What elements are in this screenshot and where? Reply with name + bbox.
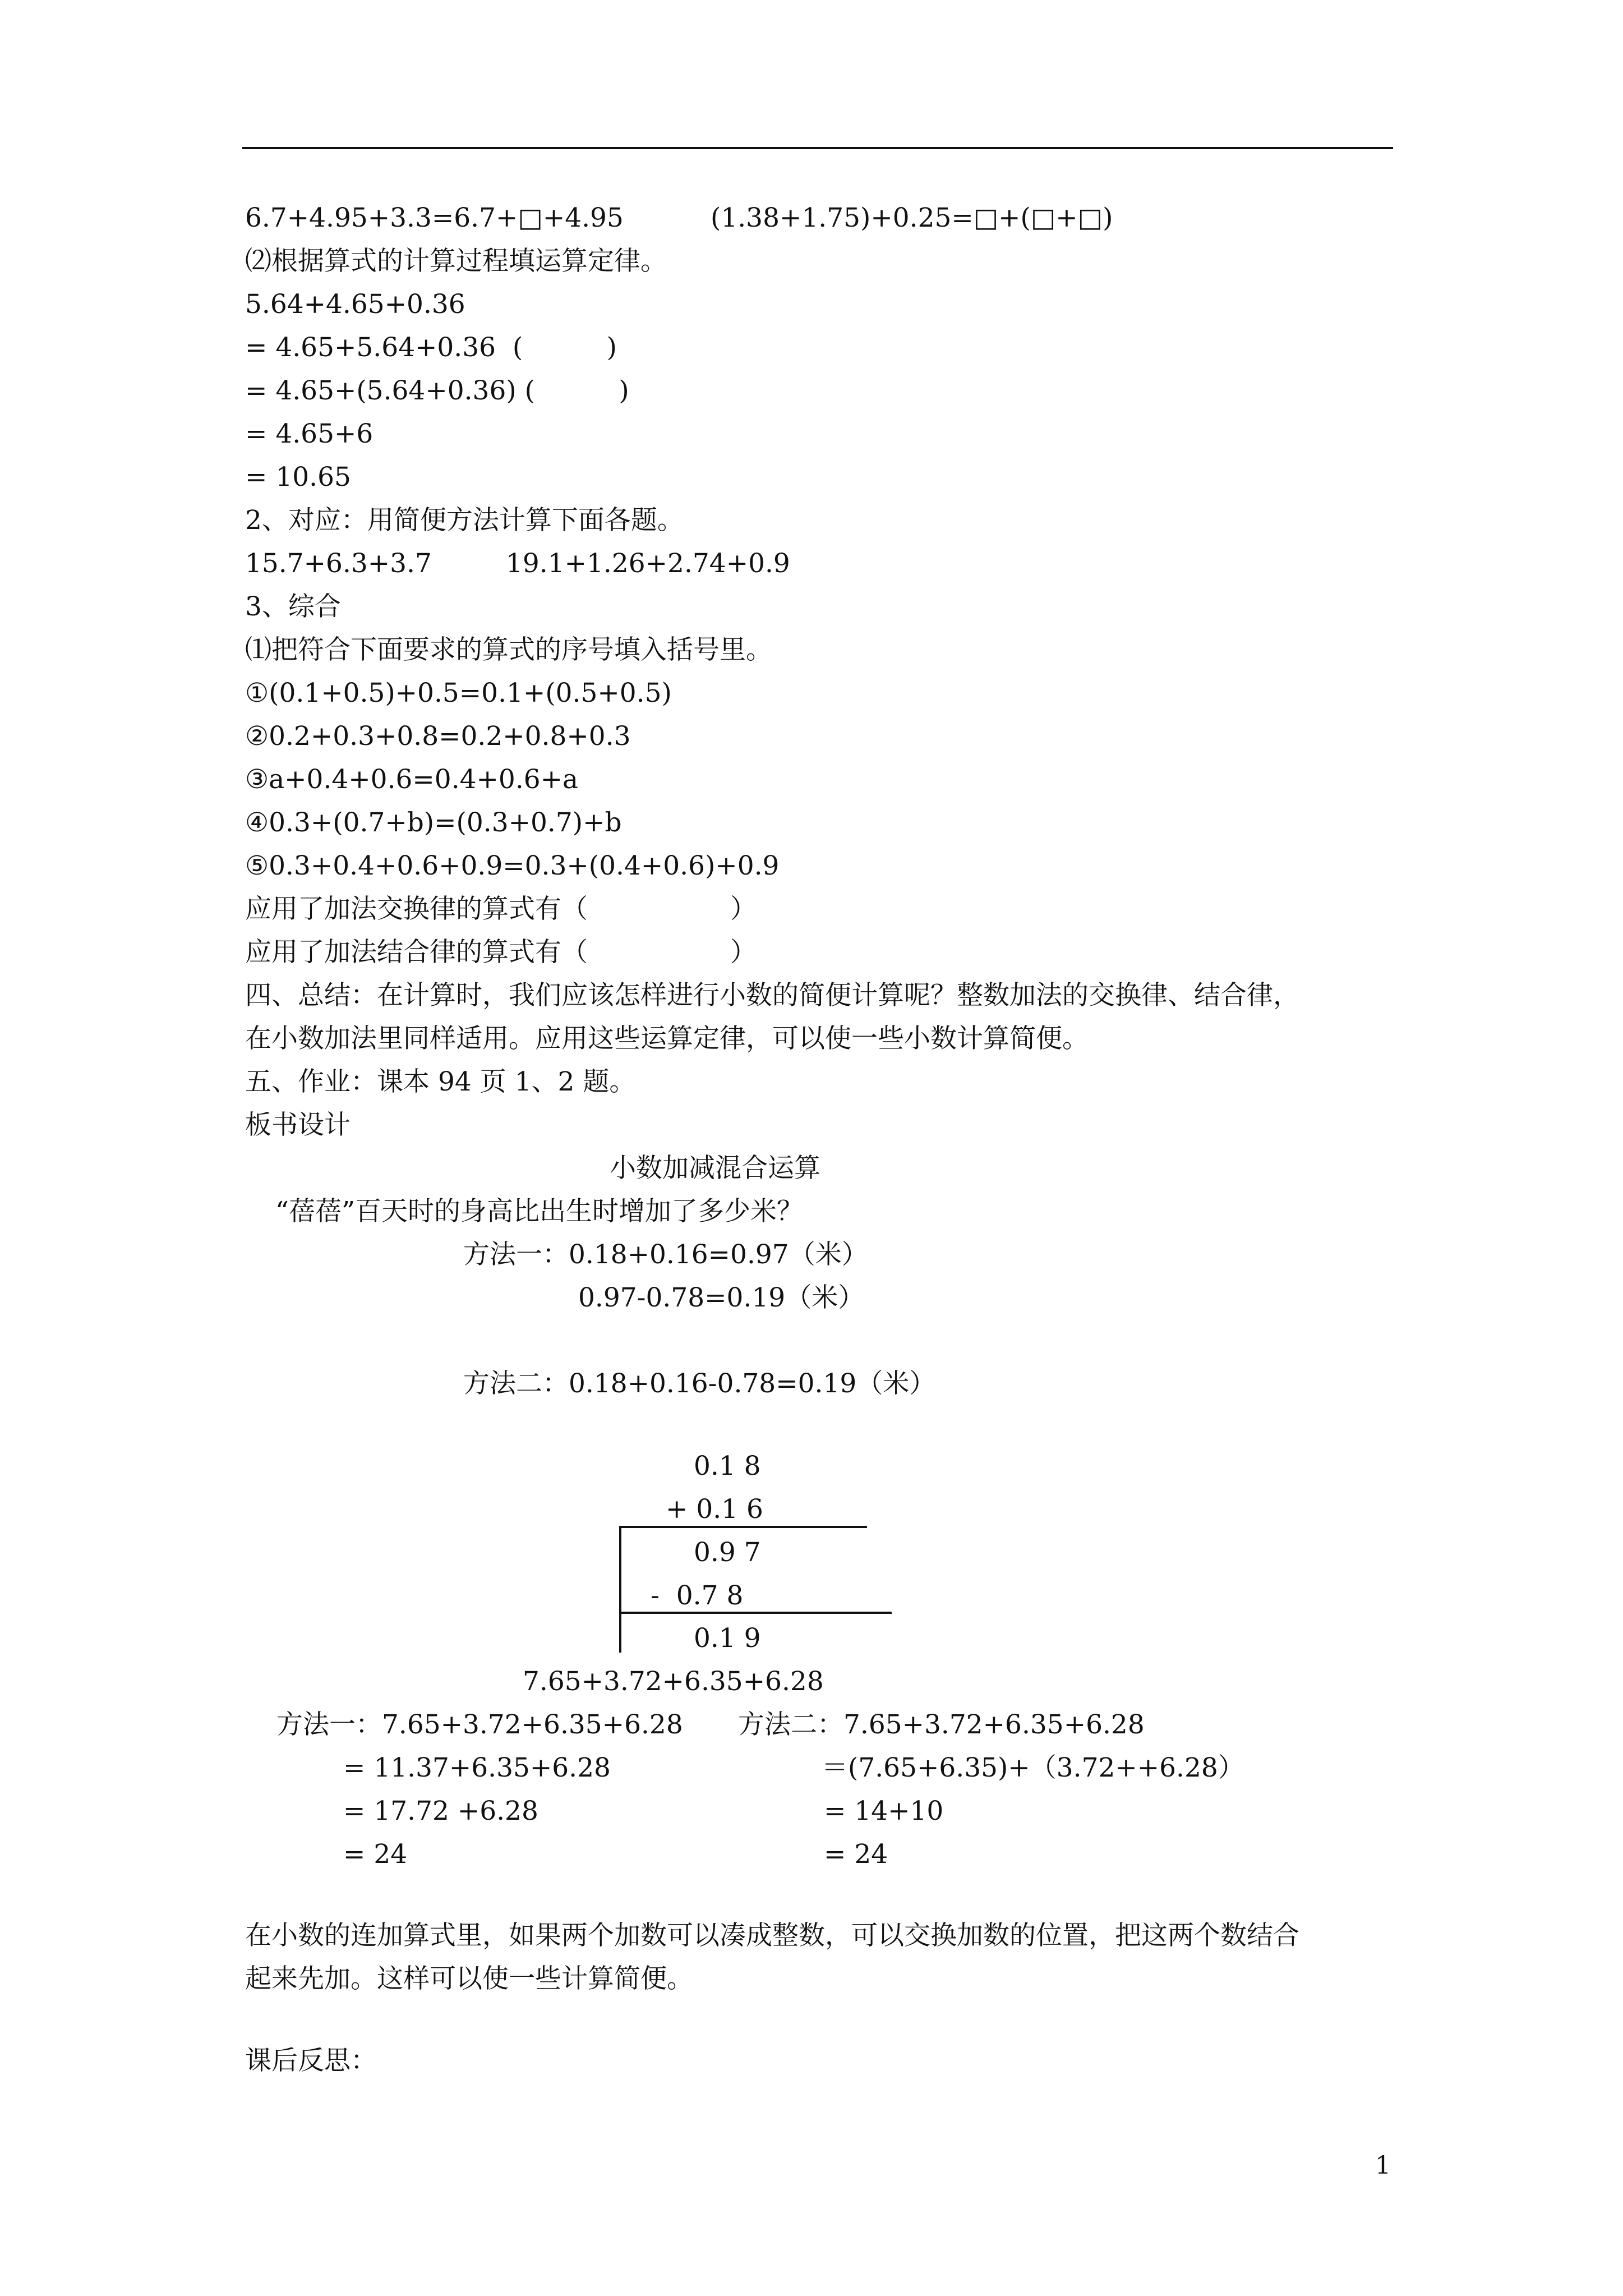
text-line: = 10.65 [245, 462, 351, 493]
text-line: 方法一：7.65+3.72+6.35+6.28 [276, 1709, 683, 1740]
text-line: 应用了加法结合律的算式有（ ） [245, 937, 757, 968]
text-line: = 11.37+6.35+6.28 [343, 1752, 611, 1783]
text-line: 起来先加。这样可以使一些计算简便。 [245, 1963, 693, 1994]
text-line: ④0.3+(0.7+b)=(0.3+0.7)+b [245, 807, 622, 838]
text-line: 7.65+3.72+6.35+6.28 [523, 1666, 824, 1697]
text-line: 方法二：0.18+0.16-0.78=0.19（米） [463, 1368, 936, 1399]
text-line: 方法二：7.65+3.72+6.35+6.28 [738, 1709, 1145, 1740]
text-line: = 24 [824, 1839, 888, 1870]
text-line: 6.7+4.95+3.3=6.7+□+4.95 [245, 203, 624, 233]
text-line: 15.7+6.3+3.7 [245, 548, 432, 579]
text-line: 小数加减混合运算 [610, 1153, 820, 1184]
text-line: 0.1 9 [694, 1623, 761, 1654]
text-line: 0.97-0.78=0.19（米） [578, 1282, 865, 1313]
text-line: = 4.65+6 [245, 418, 374, 449]
text-line: - 0.7 8 [651, 1580, 744, 1611]
header-rule [242, 147, 1393, 149]
text-line: 3、综合 [245, 591, 341, 622]
text-line: ⑤0.3+0.4+0.6+0.9=0.3+(0.4+0.6)+0.9 [245, 850, 780, 881]
text-line: ＝(7.65+6.35)+（3.72++6.28） [822, 1752, 1244, 1783]
text-line: 方法一：0.18+0.16=0.97（米） [463, 1239, 868, 1270]
text-line: ③a+0.4+0.6=0.4+0.6+a [245, 764, 579, 795]
text-line: (1.38+1.75)+0.25=□+(□+□) [711, 203, 1113, 233]
text-line: 四、总结：在计算时，我们应该怎样进行小数的简便计算呢？整数加法的交换律、结合律， [245, 980, 1299, 1011]
text-line: = 4.65+(5.64+0.36) ( ) [245, 375, 629, 406]
text-line: 板书设计 [245, 1110, 351, 1140]
text-line: 0.9 7 [694, 1537, 761, 1568]
text-line: + 0.1 6 [666, 1494, 763, 1525]
text-line: 课后反思： [245, 2045, 377, 2076]
text-line: ⑵根据算式的计算过程填运算定律。 [245, 246, 667, 277]
vertical-calc-rule [619, 1612, 892, 1614]
text-line: 0.1 8 [694, 1451, 761, 1481]
text-line: = 17.72 +6.28 [343, 1796, 538, 1826]
text-line: 在小数加法里同样适用。应用这些运算定律，可以使一些小数计算简便。 [245, 1023, 1089, 1054]
vertical-calc-rule [619, 1526, 867, 1528]
text-line: = 24 [343, 1839, 408, 1870]
vertical-calc-rule [619, 1526, 621, 1653]
text-line: ②0.2+0.3+0.8=0.2+0.8+0.3 [245, 721, 631, 752]
text-line: 五、作业：课本 94 页 1、2 题。 [245, 1066, 636, 1097]
page-number: 1 [1375, 2151, 1391, 2180]
text-line: “蓓蓓”百天时的身高比出生时增加了多少米？ [275, 1196, 804, 1227]
text-line: 5.64+4.65+0.36 [245, 289, 465, 320]
text-line: ⑴把符合下面要求的算式的序号填入括号里。 [245, 634, 772, 665]
text-line: 19.1+1.26+2.74+0.9 [506, 548, 790, 579]
text-line: 应用了加法交换律的算式有（ ） [245, 894, 757, 924]
text-line: 2、对应：用简便方法计算下面各题。 [245, 505, 684, 536]
text-line: 在小数的连加算式里，如果两个加数可以凑成整数，可以交换加数的位置，把这两个数结合 [245, 1920, 1299, 1951]
text-line: = 14+10 [824, 1796, 944, 1826]
text-line: ①(0.1+0.5)+0.5=0.1+(0.5+0.5) [245, 678, 672, 708]
text-line: = 4.65+5.64+0.36 ( ) [245, 332, 617, 363]
